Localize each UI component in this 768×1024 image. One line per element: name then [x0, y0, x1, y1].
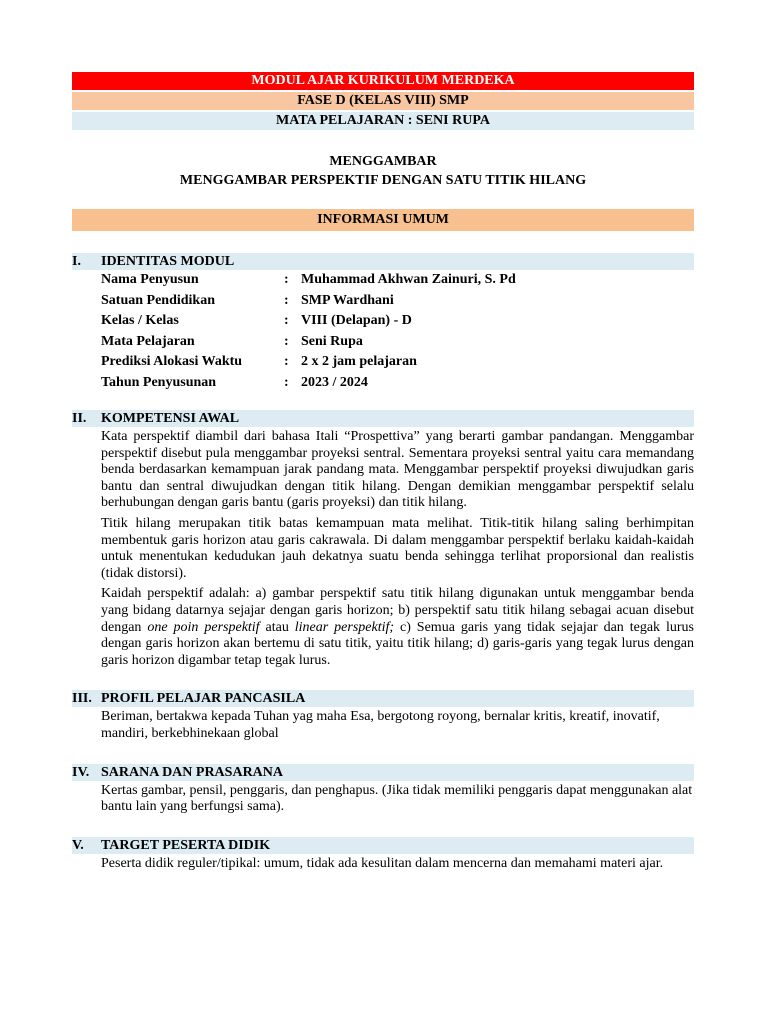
- paragraph: Kertas gambar, pensil, penggaris, dan penghapus. (Jika tidak memiliki penggaris dapat menggunakan alat bantu lain yang berfungsi sama).: [101, 782, 693, 815]
- paragraph-text: c) Semua garis yang tidak sejajar dan tegak lurus dengan garis horizon akan bertemu di satu titik, yaitu titik hilang; d) garis-garis yang tegak lurus dengan garis horizon digambar tetap tegak lurus.: [101, 619, 694, 668]
- section-heading: [72, 690, 694, 707]
- identity-key: Prediksi Alokasi Waktu: [101, 354, 243, 369]
- section-title: PROFIL PELAJAR PANCASILA: [101, 691, 306, 707]
- section-identitas-modul: [72, 253, 694, 393]
- sub-title: MENGGAMBAR PERSPEKTIF DENGAN SATU TITIK HILANG: [179, 173, 587, 188]
- general-info-band: INFORMASI UMUM: [72, 209, 694, 231]
- identity-colon: :: [284, 354, 289, 369]
- section-number: IV.: [72, 764, 90, 780]
- identity-key: Tahun Penyusunan: [101, 374, 217, 390]
- document-titles: [72, 152, 694, 190]
- identity-colon: :: [284, 374, 289, 390]
- subject-band: MATA PELAJARAN : SENI RUPA: [72, 112, 694, 130]
- section-sarana-prasarana: [72, 764, 694, 816]
- section-number: III.: [72, 691, 92, 707]
- section-kompetensi-awal: [72, 410, 694, 669]
- phase-band: FASE D (KELAS VIII) SMP: [72, 92, 694, 110]
- identity-row: [101, 352, 694, 373]
- module-title-band: MODUL AJAR KURIKULUM MERDEKA: [72, 72, 694, 90]
- identity-value: Muhammad Akhwan Zainuri, S. Pd: [301, 272, 516, 287]
- identity-table: [101, 270, 694, 393]
- section-heading: [72, 837, 694, 854]
- paragraph: Beriman, bertakwa kepada Tuhan yag maha Esa, bergotong royong, bernalar kritis, kreatif, inovatif, mandiri, berkebhinekaan global: [101, 709, 660, 741]
- paragraph-italic-text: linear perspektif;: [294, 619, 395, 635]
- identity-row: [101, 311, 694, 332]
- section-title: KOMPETENSI AWAL: [101, 411, 240, 426]
- identity-value: 2023 / 2024: [301, 374, 368, 390]
- identity-key: Satuan Pendidikan: [101, 292, 215, 308]
- identity-value: 2 x 2 jam pelajaran: [301, 354, 417, 369]
- identity-value: Seni Rupa: [301, 333, 363, 349]
- section-heading: [72, 253, 694, 270]
- identity-row: [101, 270, 694, 291]
- paragraph-text: Kaidah perspektif adalah: a) gambar perspektif satu titik hilang digunakan untuk menggambar benda yang bidang datarnya sejajar dengan garis horizon; b) perspektif satu titik hilang sebagai acuan disebut dengan: [101, 586, 694, 635]
- main-title: MENGGAMBAR: [329, 154, 437, 169]
- paragraph: Kata perspektif diambil dari bahasa Itali “Prospettiva” yang berarti gambar pandangan. Menggambar perspektif disebut pula menggambar proyeksi sentral. Sementara proyeksi sentral yaitu cara memandang benda berdasarkan kemampuan jarak pandang mata. Menggambar perspektif proyeksi diwujudkan garis bantu dan sentral diwujudkan dengan titik hilang. Dengan demikian menggambar perspektif selalu berhubungan dengan garis bantu (garis proyeksi) dan titik hilang.: [101, 429, 694, 511]
- document-page: [72, 72, 694, 872]
- section-title: TARGET PESERTA DIDIK: [101, 837, 271, 853]
- identity-row: [101, 291, 694, 312]
- identity-key: Nama Penyusun: [101, 272, 199, 287]
- identity-key: Kelas / Kelas: [101, 313, 179, 328]
- section-title: IDENTITAS MODUL: [101, 254, 235, 269]
- identity-row: [101, 332, 694, 353]
- paragraph: Titik hilang merupakan titik batas kemampuan mata melihat. Titik-titik hilang saling berhimpitan membentuk garis horizon atau garis cakrawala. Di dalam menggambar perspektif berlaku kaidah-kaidah untuk menentukan kedudukan jauh dekatnya suatu benda sehingga terlihat proporsional dan realistis (tidak distorsi).: [101, 515, 694, 581]
- section-profil-pelajar: [72, 690, 694, 742]
- section-heading: [72, 764, 694, 781]
- section-target-peserta: [72, 837, 694, 873]
- identity-key: Mata Pelajaran: [101, 333, 195, 349]
- paragraph-text: atau: [259, 619, 295, 635]
- section-number: I.: [72, 254, 81, 269]
- identity-value: SMP Wardhani: [301, 292, 394, 308]
- paragraph: [101, 586, 694, 669]
- section-number: V.: [72, 837, 84, 853]
- identity-row: [101, 373, 694, 394]
- identity-colon: :: [284, 292, 289, 308]
- section-title: SARANA DAN PRASARANA: [101, 764, 284, 780]
- identity-colon: :: [284, 313, 289, 328]
- paragraph-italic-text: one poin perspektif: [147, 619, 260, 635]
- identity-colon: :: [284, 333, 289, 349]
- paragraph: Peserta didik reguler/tipikal: umum, tidak ada kesulitan dalam mencerna dan memahami materi ajar.: [101, 855, 664, 871]
- section-heading: [72, 410, 694, 427]
- identity-colon: :: [284, 272, 289, 287]
- section-number: II.: [72, 411, 87, 426]
- identity-value: VIII (Delapan) - D: [301, 313, 412, 328]
